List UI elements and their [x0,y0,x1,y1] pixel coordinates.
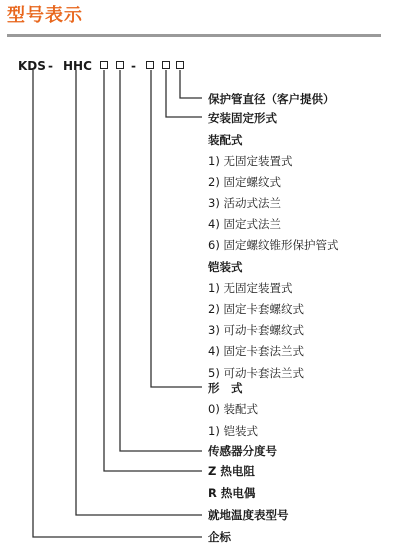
model-dash-1: - [48,59,53,73]
legend-label: 企标 [208,530,231,544]
model-prefix: KDS [18,59,46,73]
legend-label: 4) 固定式法兰 [208,217,281,231]
legend-label: 铠装式 [208,260,243,274]
legend-label: Z 热电阻 [208,464,255,478]
model-dash-2: - [131,59,136,73]
legend-label: 1) 无固定装置式 [208,154,293,168]
legend-label: 1) 无固定装置式 [208,281,293,295]
legend-label: 2) 固定卡套螺纹式 [208,302,304,316]
legend-label: 6) 固定螺纹锥形保护管式 [208,238,339,252]
legend-label: 4) 固定卡套法兰式 [208,344,304,358]
section-title: 型号表示 [7,5,83,26]
legend-label: 就地温度表型号 [208,508,289,522]
legend-label: 1) 铠装式 [208,424,258,438]
legend-label: 2) 固定螺纹式 [208,175,281,189]
legend-label: 保护管直径（客户提供） [208,92,335,106]
legend-label: 安装固定形式 [208,111,277,125]
legend-label: 形 式 [208,381,243,395]
legend-label: R 热电偶 [208,486,256,500]
model-series: HHC [63,59,92,73]
legend-label: 0) 装配式 [208,402,258,416]
legend-label: 装配式 [208,133,243,147]
legend-label: 3) 可动卡套螺纹式 [208,323,304,337]
legend-label: 3) 活动式法兰 [208,196,281,210]
legend-label: 5) 可动卡套法兰式 [208,366,304,380]
legend-label: 传感器分度号 [208,444,277,458]
